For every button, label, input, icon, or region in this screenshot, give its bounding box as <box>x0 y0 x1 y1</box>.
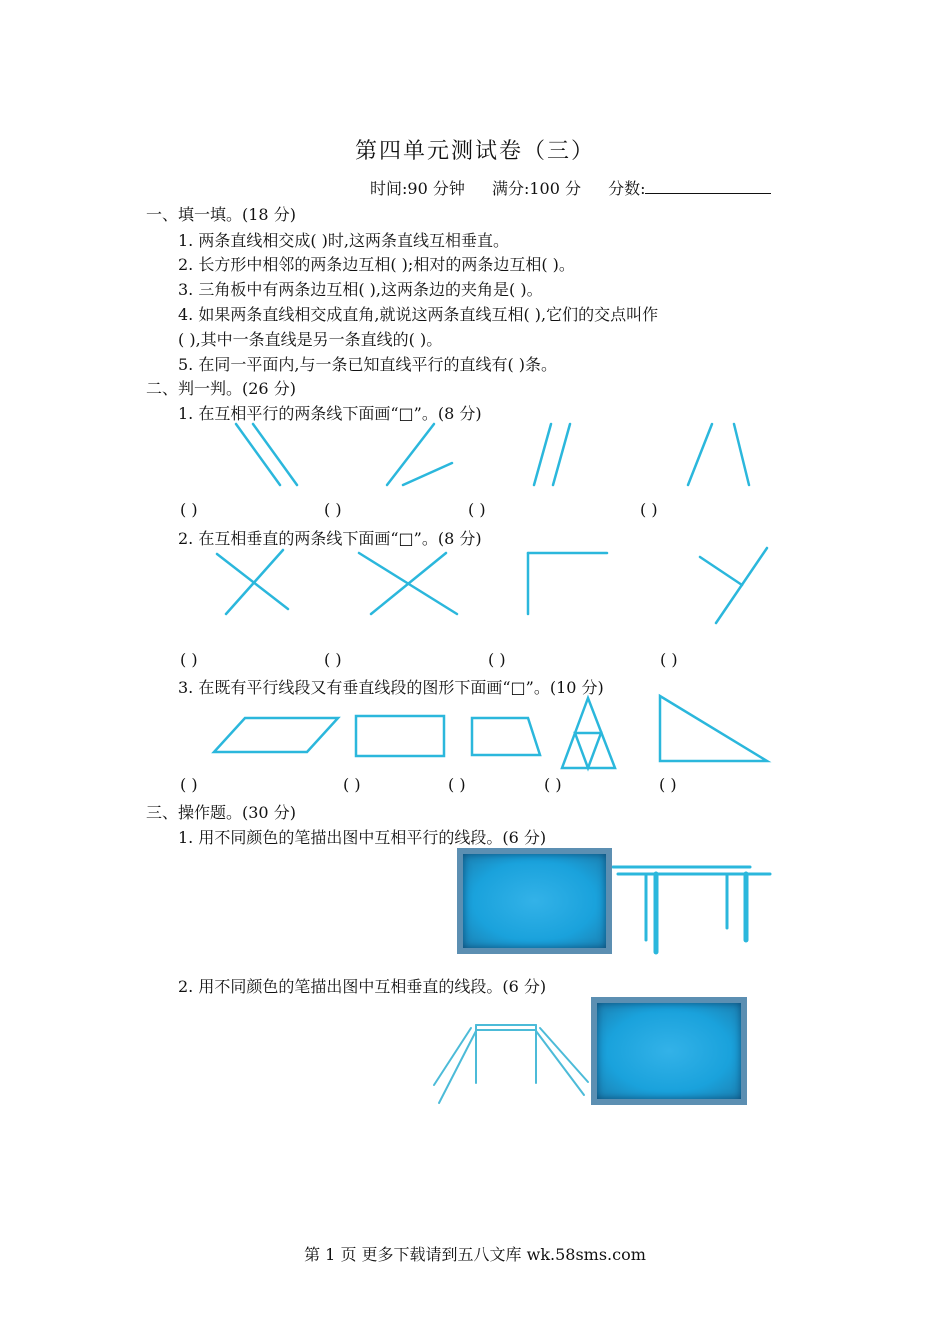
answer-paren[interactable]: ( ) <box>468 500 486 519</box>
perp-2-line-b <box>371 553 446 614</box>
blackboard-figure-2 <box>591 997 747 1105</box>
section-3-heading: 三、操作题。(30 分) <box>146 803 296 822</box>
time-label: 时间:90 分钟 <box>370 179 465 198</box>
frame-figure <box>434 1025 588 1103</box>
answer-paren[interactable]: ( ) <box>343 775 361 794</box>
perp-1-line-a <box>217 554 288 609</box>
s1-question-1: 1. 两条直线相交成( )时,这两条直线互相垂直。 <box>178 231 510 250</box>
s3-question-2: 2. 用不同颜色的笔描出图中互相垂直的线段。(6 分) <box>178 977 547 996</box>
s2-question-2: 2. 在互相垂直的两条线下面画“□”。(8 分) <box>178 529 482 548</box>
answer-paren[interactable]: ( ) <box>180 650 198 669</box>
answer-paren[interactable]: ( ) <box>544 775 562 794</box>
s1-question-3: 3. 三角板中有两条边互相( ),这两条边的夹角是( )。 <box>178 280 543 299</box>
table-figure <box>613 867 770 952</box>
pair-1-line-a <box>236 424 280 485</box>
answer-paren[interactable]: ( ) <box>180 775 198 794</box>
s1-question-4a: 4. 如果两条直线相交成直角,就说这两条直线互相( ),它们的交点叫作 <box>178 305 659 324</box>
perp-1-line-b <box>226 550 283 614</box>
perp-4-line-b <box>700 557 742 585</box>
pair-3-line-b <box>553 424 570 485</box>
answer-paren[interactable]: ( ) <box>324 500 342 519</box>
answer-paren[interactable]: ( ) <box>660 650 678 669</box>
pair-3-line-a <box>534 424 551 485</box>
s1-question-5: 5. 在同一平面内,与一条已知直线平行的直线有( )条。 <box>178 355 558 374</box>
blackboard-figure-1 <box>457 848 612 954</box>
score-label: 分数: <box>608 179 646 198</box>
full-score-label: 满分:100 分 <box>491 179 581 198</box>
s1-question-4b: ( ),其中一条直线是另一条直线的( )。 <box>178 330 443 349</box>
s2-question-1: 1. 在互相平行的两条线下面画“□”。(8 分) <box>178 404 482 423</box>
parallelogram-shape <box>214 718 338 752</box>
pair-2-line-a <box>387 424 434 485</box>
rectangle-shape <box>356 716 444 756</box>
section-2-heading: 二、判一判。(26 分) <box>146 379 296 398</box>
answer-paren[interactable]: ( ) <box>640 500 658 519</box>
pair-1-line-b <box>253 424 297 485</box>
right-triangle-shape <box>660 696 767 761</box>
page-title: 第四单元测试卷（三） <box>354 139 595 164</box>
answer-paren[interactable]: ( ) <box>448 775 466 794</box>
s2-question-3: 3. 在既有平行线段又有垂直线段的图形下面画“□”。(10 分) <box>178 678 604 697</box>
inner-triangle-shape <box>575 733 601 768</box>
answer-paren[interactable]: ( ) <box>659 775 677 794</box>
section-1-heading: 一、填一填。(18 分) <box>146 205 296 224</box>
pair-4-line-a <box>688 424 712 485</box>
s1-question-2: 2. 长方形中相邻的两条边互相( );相对的两条边互相( )。 <box>178 255 575 274</box>
answer-paren[interactable]: ( ) <box>324 650 342 669</box>
trapezoid-shape <box>472 718 540 755</box>
page-footer: 第 1 页 更多下载请到五八文库 wk.58sms.com <box>304 1245 646 1264</box>
pair-2-line-b <box>403 463 452 485</box>
answer-paren[interactable]: ( ) <box>488 650 506 669</box>
pair-4-line-b <box>734 424 749 485</box>
answer-paren[interactable]: ( ) <box>180 500 198 519</box>
s3-question-1: 1. 用不同颜色的笔描出图中互相平行的线段。(6 分) <box>178 828 547 847</box>
